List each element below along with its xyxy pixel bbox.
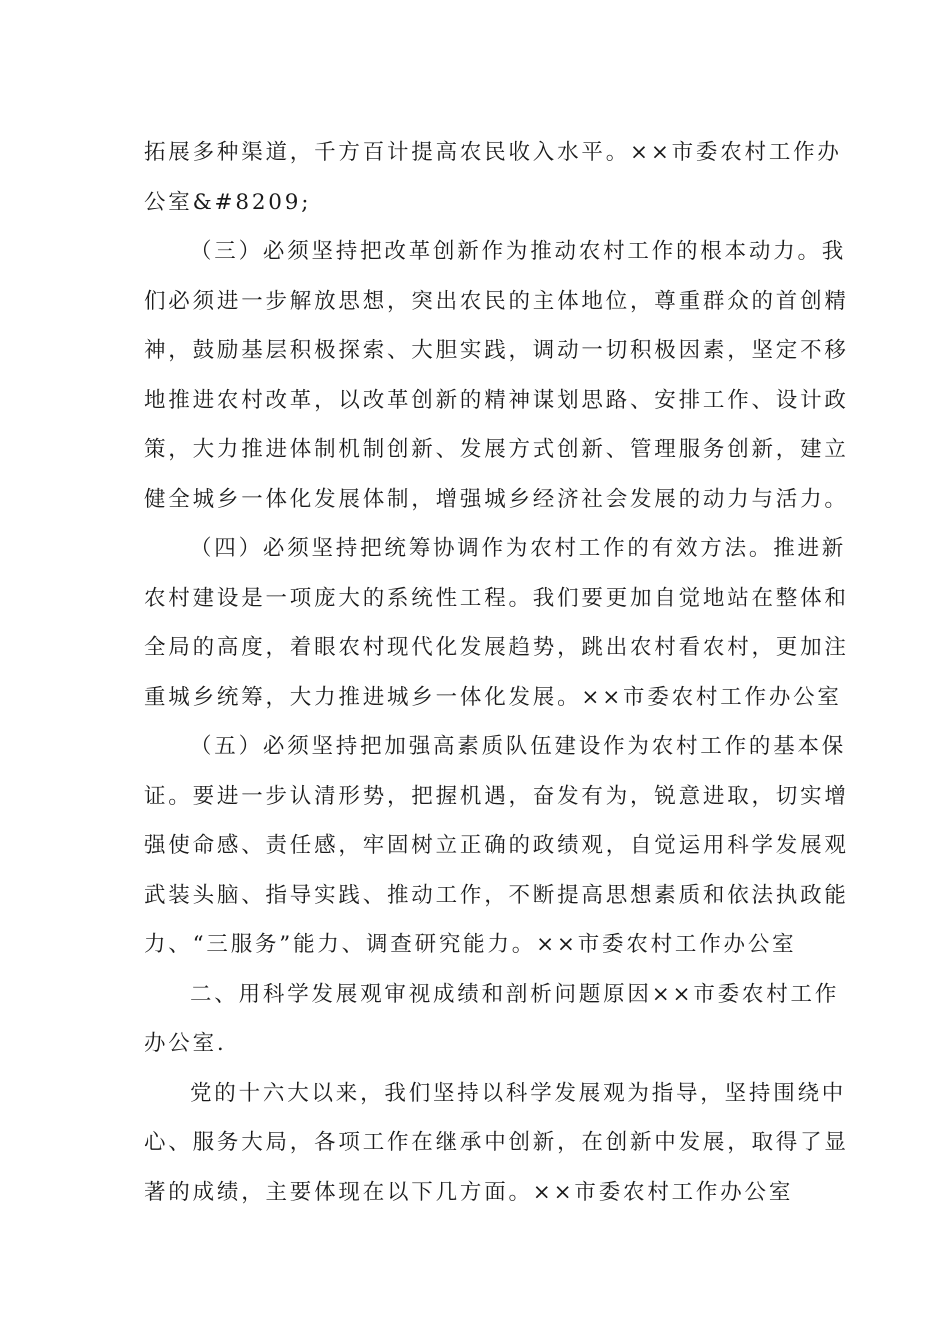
- text-line: 农村建设是一项庞大的系统性工程。我们要更加自觉地站在整体和: [144, 586, 849, 611]
- section-heading-two: 二、用科学发展观审视成绩和剖析问题原因××市委农村工作: [190, 982, 840, 1007]
- paragraph-heading-five: （五）必须坚持把加强高素质队伍建设作为农村工作的基本保: [190, 734, 847, 759]
- text-line: 策，大力推进体制机制创新、发展方式创新、管理服务创新，建立: [144, 437, 849, 462]
- paragraph-heading-three: （三）必须坚持把改革创新作为推动农村工作的根本动力。我: [190, 239, 847, 264]
- text-line: 地推进农村改革，以改革创新的精神谋划思路、安排工作、设计政: [144, 388, 849, 413]
- text-line: 办公室.: [144, 1031, 227, 1056]
- paragraph-heading-four: （四）必须坚持把统筹协调作为农村工作的有效方法。推进新: [190, 536, 847, 561]
- text-line: 强使命感、责任感，牢固树立正确的政绩观，自觉运用科学发展观: [144, 833, 849, 858]
- text-line: 重城乡统筹，大力推进城乡一体化发展。××市委农村工作办公室: [144, 685, 842, 710]
- text-line: 武装头脑、指导实践、推动工作，不断提高思想素质和依法执政能: [144, 883, 849, 908]
- text-line: 拓展多种渠道，千方百计提高农民收入水平。××市委农村工作办: [144, 140, 842, 165]
- text-line: 公室&#8209;: [144, 190, 312, 215]
- text-line: 著的成绩，主要体现在以下几方面。××市委农村工作办公室: [144, 1180, 794, 1205]
- text-line: 健全城乡一体化发展体制，增强城乡经济社会发展的动力与活力。: [144, 487, 849, 512]
- text-line: 力、“三服务”能力、调查研究能力。××市委农村工作办公室: [144, 932, 797, 957]
- text-line: 全局的高度，着眼农村现代化发展趋势，跳出农村看农村，更加注: [144, 635, 849, 660]
- paragraph-start: 党的十六大以来，我们坚持以科学发展观为指导，坚持围绕中: [190, 1081, 847, 1106]
- text-line: 们必须进一步解放思想，突出农民的主体地位，尊重群众的首创精: [144, 289, 849, 314]
- text-line: 心、服务大局，各项工作在继承中创新，在创新中发展，取得了显: [144, 1130, 849, 1155]
- text-line: 证。要进一步认清形势，把握机遇，奋发有为，锐意进取，切实增: [144, 784, 849, 809]
- text-line: 神，鼓励基层积极探索、大胆实践，调动一切积极因素，坚定不移: [144, 338, 849, 363]
